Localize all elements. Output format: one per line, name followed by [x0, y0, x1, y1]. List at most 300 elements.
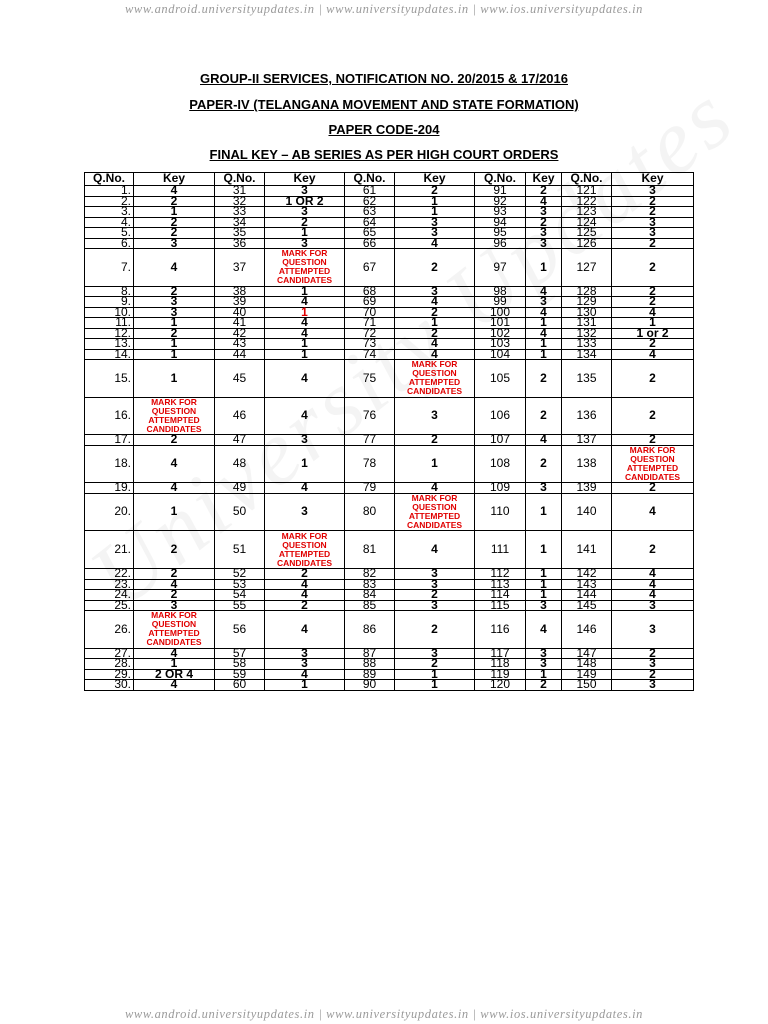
question-number-cell: 106: [475, 397, 526, 435]
question-number-cell: 25.: [85, 600, 134, 611]
answer-key-cell: 3: [395, 228, 475, 239]
question-number-cell: 83: [345, 579, 395, 590]
question-number-cell: 97: [475, 249, 526, 287]
answer-key-cell: 3: [526, 238, 562, 249]
answer-key-cell: 1: [526, 669, 562, 680]
question-number-cell: 103: [475, 339, 526, 350]
header-qno: Q.No.: [475, 173, 526, 186]
answer-key-cell: 4: [395, 339, 475, 350]
question-number-cell: 91: [475, 186, 526, 197]
answer-key-cell: 1: [265, 445, 345, 483]
answer-key-cell: 2: [612, 360, 694, 398]
question-number-cell: 7.: [85, 249, 134, 287]
question-number-cell: 115: [475, 600, 526, 611]
answer-key-cell: 1: [134, 339, 215, 350]
answer-key-cell: 4: [265, 318, 345, 329]
answer-key-cell: 4: [395, 297, 475, 308]
question-number-cell: 116: [475, 611, 526, 649]
question-number-cell: 23.: [85, 579, 134, 590]
question-number-cell: 138: [562, 445, 612, 483]
answer-key-cell: 2: [395, 611, 475, 649]
answer-key-cell: 3: [265, 186, 345, 197]
answer-key-cell: 1: [265, 680, 345, 691]
question-number-cell: 47: [215, 435, 265, 446]
table-row: [85, 611, 694, 649]
question-number-cell: 39: [215, 297, 265, 308]
answer-key-cell: 4: [526, 611, 562, 649]
mark-for-attempted-note: [134, 397, 215, 435]
question-number-cell: 32: [215, 196, 265, 207]
mark-note-line: QUESTION: [412, 368, 457, 379]
answer-key-cell: 3: [526, 648, 562, 659]
question-number-cell: 77: [345, 435, 395, 446]
question-number-cell: 144: [562, 590, 612, 601]
answer-key-cell: 2: [134, 196, 215, 207]
question-number-cell: 66: [345, 238, 395, 249]
question-number-cell: 40: [215, 307, 265, 318]
mark-note-line: MARK FOR: [151, 396, 197, 407]
answer-key-cell: 2: [612, 531, 694, 569]
site-header-links: www.android.universityupdates.in | www.universityupdates.in | www.ios.universityupdates.in: [124, 2, 644, 16]
answer-key-cell: 3: [395, 286, 475, 297]
header-qno: Q.No.: [85, 173, 134, 186]
answer-key-cell: 3: [526, 483, 562, 494]
answer-key-cell: 3: [134, 297, 215, 308]
question-number-cell: 42: [215, 328, 265, 339]
paper-title: PAPER-IV (TELANGANA MOVEMENT AND STATE FORMATION): [189, 97, 579, 112]
question-number-cell: 98: [475, 286, 526, 297]
question-number-cell: 21.: [85, 531, 134, 569]
question-number-cell: 41: [215, 318, 265, 329]
question-number-cell: 56: [215, 611, 265, 649]
answer-key-cell: 2: [526, 445, 562, 483]
question-number-cell: 108: [475, 445, 526, 483]
answer-key-cell: 3: [395, 579, 475, 590]
mark-note-line: ATTEMPTED: [278, 266, 331, 277]
question-number-cell: 71: [345, 318, 395, 329]
answer-key-cell: 1: [265, 228, 345, 239]
answer-key-cell: 4: [526, 196, 562, 207]
question-number-cell: 119: [475, 669, 526, 680]
answer-key-cell: 3: [265, 435, 345, 446]
question-number-cell: 121: [562, 186, 612, 197]
answer-key-cell: 2: [526, 186, 562, 197]
answer-key-cell: 1: [395, 207, 475, 218]
answer-key-cell: 3: [265, 238, 345, 249]
answer-key-cell: 2: [612, 669, 694, 680]
answer-key-cell: 1: [395, 318, 475, 329]
answer-key-cell: 1: [395, 669, 475, 680]
question-number-cell: 107: [475, 435, 526, 446]
question-number-cell: 129: [562, 297, 612, 308]
answer-key-cell: 3: [526, 659, 562, 670]
question-number-cell: 6.: [85, 238, 134, 249]
question-number-cell: 19.: [85, 483, 134, 494]
mark-note-line: ATTEMPTED: [626, 463, 679, 474]
answer-key-cell: 2: [612, 648, 694, 659]
table-row: [85, 600, 694, 611]
answer-key-cell: 3: [395, 648, 475, 659]
answer-key-cell: 3: [526, 207, 562, 218]
question-number-cell: 140: [562, 493, 612, 531]
answer-key-cell: 2: [526, 397, 562, 435]
mark-note-line: CANDIDATES: [276, 557, 333, 568]
answer-key-cell: 2: [134, 435, 215, 446]
answer-key-cell: 4: [134, 648, 215, 659]
answer-key-cell: 3: [526, 600, 562, 611]
answer-key-cell: 2: [612, 207, 694, 218]
answer-key-cell: 3: [612, 659, 694, 670]
question-number-cell: 88: [345, 659, 395, 670]
answer-key-cell: 4: [134, 483, 215, 494]
mark-note-line: ATTEMPTED: [408, 377, 461, 388]
answer-key-cell: 3: [265, 207, 345, 218]
question-number-cell: 86: [345, 611, 395, 649]
answer-key-cell: 1: [526, 318, 562, 329]
question-number-cell: 59: [215, 669, 265, 680]
answer-key-cell: 2: [134, 286, 215, 297]
mark-note-line: ATTEMPTED: [148, 628, 200, 639]
question-number-cell: 133: [562, 339, 612, 350]
final-key-title: FINAL KEY – AB SERIES AS PER HIGH COURT ORDERS: [209, 147, 559, 162]
question-number-cell: 43: [215, 339, 265, 350]
answer-key-cell: 3: [395, 569, 475, 580]
answer-key-cell: 3: [395, 397, 475, 435]
answer-key-cell: 3: [265, 659, 345, 670]
answer-key-cell: 1 or 2: [612, 328, 694, 339]
mark-note-line: QUESTION: [151, 405, 197, 416]
answer-key-cell: 2: [395, 249, 475, 287]
answer-key-cell: 4: [134, 249, 215, 287]
answer-key-cell: 4: [612, 590, 694, 601]
table-row: [85, 483, 694, 494]
question-number-cell: 94: [475, 217, 526, 228]
question-number-cell: 4.: [85, 217, 134, 228]
question-number-cell: 27.: [85, 648, 134, 659]
mark-note-line: ATTEMPTED: [408, 511, 461, 522]
answer-key-cell: 2: [134, 569, 215, 580]
question-number-cell: 118: [475, 659, 526, 670]
table-row: [85, 493, 694, 531]
answer-key-cell: 4: [395, 531, 475, 569]
question-number-cell: 35: [215, 228, 265, 239]
answer-key-cell: 4: [265, 483, 345, 494]
question-number-cell: 117: [475, 648, 526, 659]
question-number-cell: 16.: [85, 397, 134, 435]
question-number-cell: 49: [215, 483, 265, 494]
mark-note-line: QUESTION: [282, 539, 327, 550]
mark-note-line: QUESTION: [630, 454, 675, 465]
question-number-cell: 8.: [85, 286, 134, 297]
answer-key-cell: 4: [395, 349, 475, 360]
question-number-cell: 44: [215, 349, 265, 360]
question-number-cell: 18.: [85, 445, 134, 483]
header-key: Key: [134, 173, 215, 186]
answer-key-table: [84, 172, 694, 691]
answer-key-cell: 3: [612, 680, 694, 691]
table-row: [85, 238, 694, 249]
paper-code: PAPER CODE-204: [328, 122, 440, 137]
question-number-cell: 105: [475, 360, 526, 398]
question-number-cell: 149: [562, 669, 612, 680]
question-number-cell: 38: [215, 286, 265, 297]
question-number-cell: 143: [562, 579, 612, 590]
question-number-cell: 134: [562, 349, 612, 360]
answer-key-cell: 4: [134, 579, 215, 590]
answer-key-cell: 2: [612, 483, 694, 494]
answer-key-cell: 1: [395, 680, 475, 691]
answer-key-cell: 4: [612, 349, 694, 360]
question-number-cell: 120: [475, 680, 526, 691]
question-number-cell: 126: [562, 238, 612, 249]
answer-key-cell: 1: [134, 493, 215, 531]
answer-key-cell: 1: [526, 493, 562, 531]
answer-key-cell: 2: [134, 217, 215, 228]
answer-key-cell: 2: [612, 286, 694, 297]
mark-note-line: CANDIDATES: [146, 423, 202, 434]
mark-note-line: MARK FOR: [629, 445, 676, 456]
answer-key-cell: 1: [395, 196, 475, 207]
question-number-cell: 148: [562, 659, 612, 670]
question-number-cell: 26.: [85, 611, 134, 649]
answer-key-cell: 1: [134, 659, 215, 670]
answer-key-cell: 3: [265, 493, 345, 531]
question-number-cell: 51: [215, 531, 265, 569]
answer-key-cell: 1: [526, 339, 562, 350]
question-number-cell: 109: [475, 483, 526, 494]
question-number-cell: 123: [562, 207, 612, 218]
question-number-cell: 61: [345, 186, 395, 197]
question-number-cell: 141: [562, 531, 612, 569]
table-row: [85, 397, 694, 435]
mark-for-attempted-note: [265, 531, 345, 569]
answer-key-cell: 4: [612, 569, 694, 580]
notification-title: GROUP-II SERVICES, NOTIFICATION NO. 20/2015 & 17/2016: [200, 71, 568, 86]
answer-key-cell: 1: [526, 569, 562, 580]
question-number-cell: 96: [475, 238, 526, 249]
question-number-cell: 147: [562, 648, 612, 659]
question-number-cell: 75: [345, 360, 395, 398]
answer-key-cell: 3: [526, 228, 562, 239]
answer-key-cell: 2: [134, 328, 215, 339]
header-qno: Q.No.: [562, 173, 612, 186]
table-row: [85, 445, 694, 483]
mark-note-line: MARK FOR: [411, 359, 458, 370]
answer-key-cell: 4: [265, 297, 345, 308]
answer-key-cell: 4: [265, 328, 345, 339]
answer-key-cell: 1: [134, 207, 215, 218]
answer-key-cell: 2: [526, 360, 562, 398]
question-number-cell: 10.: [85, 307, 134, 318]
table-row: [85, 435, 694, 446]
question-number-cell: 132: [562, 328, 612, 339]
answer-key-cell: 3: [134, 600, 215, 611]
question-number-cell: 63: [345, 207, 395, 218]
table-row: [85, 249, 694, 287]
question-number-cell: 111: [475, 531, 526, 569]
question-number-cell: 37: [215, 249, 265, 287]
question-number-cell: 34: [215, 217, 265, 228]
answer-key-cell: 4: [134, 680, 215, 691]
header-key: Key: [526, 173, 562, 186]
answer-key-cell: 4: [265, 590, 345, 601]
question-number-cell: 68: [345, 286, 395, 297]
question-number-cell: 55: [215, 600, 265, 611]
question-number-cell: 136: [562, 397, 612, 435]
answer-key-cell: 3: [612, 600, 694, 611]
question-number-cell: 112: [475, 569, 526, 580]
question-number-cell: 36: [215, 238, 265, 249]
answer-key-cell: 4: [134, 186, 215, 197]
question-number-cell: 95: [475, 228, 526, 239]
question-number-cell: 67: [345, 249, 395, 287]
question-number-cell: 64: [345, 217, 395, 228]
answer-key-cell: 4: [265, 611, 345, 649]
question-number-cell: 65: [345, 228, 395, 239]
answer-key-cell: 3: [134, 238, 215, 249]
header-key: Key: [265, 173, 345, 186]
question-number-cell: 92: [475, 196, 526, 207]
question-number-cell: 137: [562, 435, 612, 446]
question-number-cell: 79: [345, 483, 395, 494]
question-number-cell: 70: [345, 307, 395, 318]
question-number-cell: 87: [345, 648, 395, 659]
mark-note-line: MARK FOR: [411, 493, 458, 504]
question-number-cell: 52: [215, 569, 265, 580]
question-number-cell: 17.: [85, 435, 134, 446]
question-number-cell: 130: [562, 307, 612, 318]
question-number-cell: 9.: [85, 297, 134, 308]
mark-note-line: CANDIDATES: [624, 472, 681, 483]
answer-key-cell: 4: [134, 445, 215, 483]
mark-note-line: CANDIDATES: [406, 386, 463, 397]
question-number-cell: 50: [215, 493, 265, 531]
answer-key-cell: 1: [526, 590, 562, 601]
header-qno: Q.No.: [215, 173, 265, 186]
question-number-cell: 100: [475, 307, 526, 318]
mark-note-line: CANDIDATES: [406, 520, 463, 531]
question-number-cell: 90: [345, 680, 395, 691]
question-number-cell: 125: [562, 228, 612, 239]
answer-key-cell: 2: [612, 435, 694, 446]
answer-key-cell: 3: [395, 600, 475, 611]
question-number-cell: 131: [562, 318, 612, 329]
question-number-cell: 62: [345, 196, 395, 207]
mark-note-line: QUESTION: [282, 257, 327, 268]
answer-key-cell: 1: [526, 579, 562, 590]
question-number-cell: 101: [475, 318, 526, 329]
question-number-cell: 31: [215, 186, 265, 197]
answer-key-cell: 4: [526, 286, 562, 297]
answer-key-cell: 2: [612, 297, 694, 308]
mark-note-line: ATTEMPTED: [148, 414, 200, 425]
question-number-cell: 54: [215, 590, 265, 601]
question-number-cell: 22.: [85, 569, 134, 580]
question-number-cell: 48: [215, 445, 265, 483]
answer-key-cell: 4: [265, 360, 345, 398]
question-number-cell: 76: [345, 397, 395, 435]
mark-for-attempted-note: [395, 360, 475, 398]
table-row: [85, 349, 694, 360]
answer-key-cell: 2: [134, 228, 215, 239]
mark-note-line: CANDIDATES: [146, 637, 202, 648]
question-number-cell: 127: [562, 249, 612, 287]
question-number-cell: 78: [345, 445, 395, 483]
answer-key-cell: 3: [612, 611, 694, 649]
question-number-cell: 69: [345, 297, 395, 308]
question-number-cell: 113: [475, 579, 526, 590]
question-number-cell: 145: [562, 600, 612, 611]
answer-key-cell: 1: [526, 249, 562, 287]
question-number-cell: 146: [562, 611, 612, 649]
question-number-cell: 74: [345, 349, 395, 360]
question-number-cell: 15.: [85, 360, 134, 398]
question-number-cell: 142: [562, 569, 612, 580]
question-number-cell: 84: [345, 590, 395, 601]
mark-note-line: MARK FOR: [281, 530, 328, 541]
question-number-cell: 89: [345, 669, 395, 680]
question-number-cell: 1.: [85, 186, 134, 197]
question-number-cell: 24.: [85, 590, 134, 601]
answer-key-cell: 2: [265, 600, 345, 611]
question-number-cell: 28.: [85, 659, 134, 670]
answer-key-cell: 2: [395, 307, 475, 318]
question-number-cell: 128: [562, 286, 612, 297]
mark-note-line: CANDIDATES: [276, 275, 333, 286]
answer-key-cell: 2: [134, 590, 215, 601]
mark-note-line: ATTEMPTED: [278, 548, 331, 559]
question-number-cell: 57: [215, 648, 265, 659]
answer-key-cell: 3: [612, 217, 694, 228]
question-number-cell: 122: [562, 196, 612, 207]
mark-note-line: QUESTION: [151, 619, 197, 630]
answer-key-cell: 1: [134, 318, 215, 329]
answer-key-cell: 2: [612, 249, 694, 287]
question-number-cell: 135: [562, 360, 612, 398]
answer-key-cell: 1: [526, 349, 562, 360]
header-key: Key: [395, 173, 475, 186]
site-footer-links: www.android.universityupdates.in | www.universityupdates.in | www.ios.universityupdates.in: [124, 1007, 644, 1021]
question-number-cell: 93: [475, 207, 526, 218]
question-number-cell: 80: [345, 493, 395, 531]
answer-key-cell: 2: [395, 590, 475, 601]
answer-key-cell: 1: [526, 531, 562, 569]
answer-key-cell: 1: [395, 445, 475, 483]
answer-key-cell: 2: [395, 435, 475, 446]
answer-key-cell: 2: [395, 186, 475, 197]
question-number-cell: 82: [345, 569, 395, 580]
question-number-cell: 124: [562, 217, 612, 228]
answer-key-cell: 4: [612, 579, 694, 590]
mark-note-line: MARK FOR: [281, 248, 328, 259]
question-number-cell: 150: [562, 680, 612, 691]
answer-key-cell: 2: [134, 531, 215, 569]
answer-key-cell: 1: [265, 307, 345, 318]
question-number-cell: 20.: [85, 493, 134, 531]
answer-key-cell: 2: [612, 397, 694, 435]
answer-key-cell: 1: [265, 349, 345, 360]
question-number-cell: 46: [215, 397, 265, 435]
table-row: [85, 360, 694, 398]
answer-key-cell: 1: [134, 360, 215, 398]
question-number-cell: 45: [215, 360, 265, 398]
question-number-cell: 85: [345, 600, 395, 611]
answer-key-cell: 4: [526, 328, 562, 339]
mark-for-attempted-note: [265, 249, 345, 287]
answer-key-cell: 3: [134, 307, 215, 318]
question-number-cell: 81: [345, 531, 395, 569]
answer-key-cell: 2: [612, 196, 694, 207]
